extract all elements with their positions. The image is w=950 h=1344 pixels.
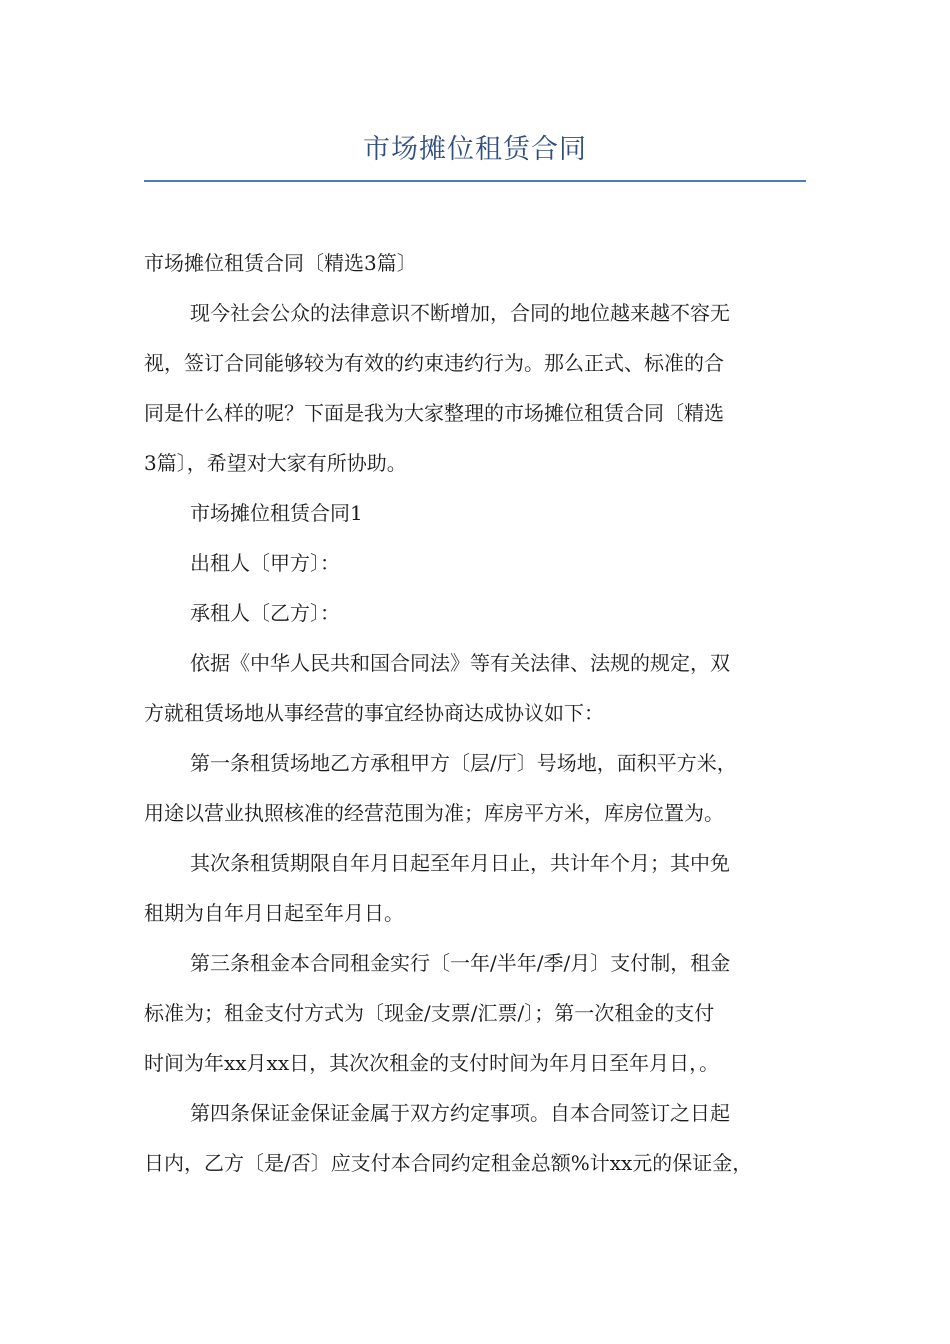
text-line: 同是什么样的呢？下面是我为大家整理的市场摊位租赁合同〔精选 xyxy=(144,401,724,425)
text-line: 时间为年xx月xx日，其次次租金的支付时间为年月日至年月日，。 xyxy=(144,1051,720,1075)
text-line: 其次条租赁期限自年月日起至年月日止，共计年个月；其中免 xyxy=(190,851,730,875)
text-line: 依据《中华人民共和国合同法》等有关法律、法规的规定，双 xyxy=(190,651,730,675)
text-line: 用途以营业执照核准的经营范围为准；库房平方米，库房位置为。 xyxy=(144,801,724,825)
text-line: 视，签订合同能够较为有效的约束违约行为。那么正式、标准的合 xyxy=(144,351,724,375)
document-title: 市场摊位租赁合同 xyxy=(363,134,587,165)
document-body xyxy=(144,238,808,1188)
text-line: 第三条租金本合同租金实行〔一年/半年/季/月〕支付制，租金 xyxy=(190,951,731,975)
text-line: 第四条保证金保证金属于双方约定事项。自本合同签订之日起 xyxy=(190,1101,730,1125)
text-line: 现今社会公众的法律意识不断增加，合同的地位越来越不容无 xyxy=(190,301,730,325)
title-underline xyxy=(144,180,806,182)
text-line: 出租人〔甲方〕： xyxy=(190,551,340,575)
text-line: 承租人〔乙方〕： xyxy=(190,601,340,625)
text-line: 第一条租赁场地乙方承租甲方〔层/厅〕号场地，面积平方米， xyxy=(190,751,737,775)
text-line: 市场摊位租赁合同1 xyxy=(190,501,363,525)
text-line: 市场摊位租赁合同〔精选3篇〕 xyxy=(144,251,417,275)
text-line: 3篇〕，希望对大家有所协助。 xyxy=(144,451,407,475)
text-line: 日内，乙方〔是/否〕应支付本合同约定租金总额%计xx元的保证金， xyxy=(144,1151,753,1175)
text-line: 租期为自年月日起至年月日。 xyxy=(144,901,404,925)
text-line: 方就租赁场地从事经营的事宜经协商达成协议如下： xyxy=(144,701,604,725)
text-line: 标准为；租金支付方式为〔现金/支票/汇票/〕；第一次租金的支付 xyxy=(144,1001,715,1025)
